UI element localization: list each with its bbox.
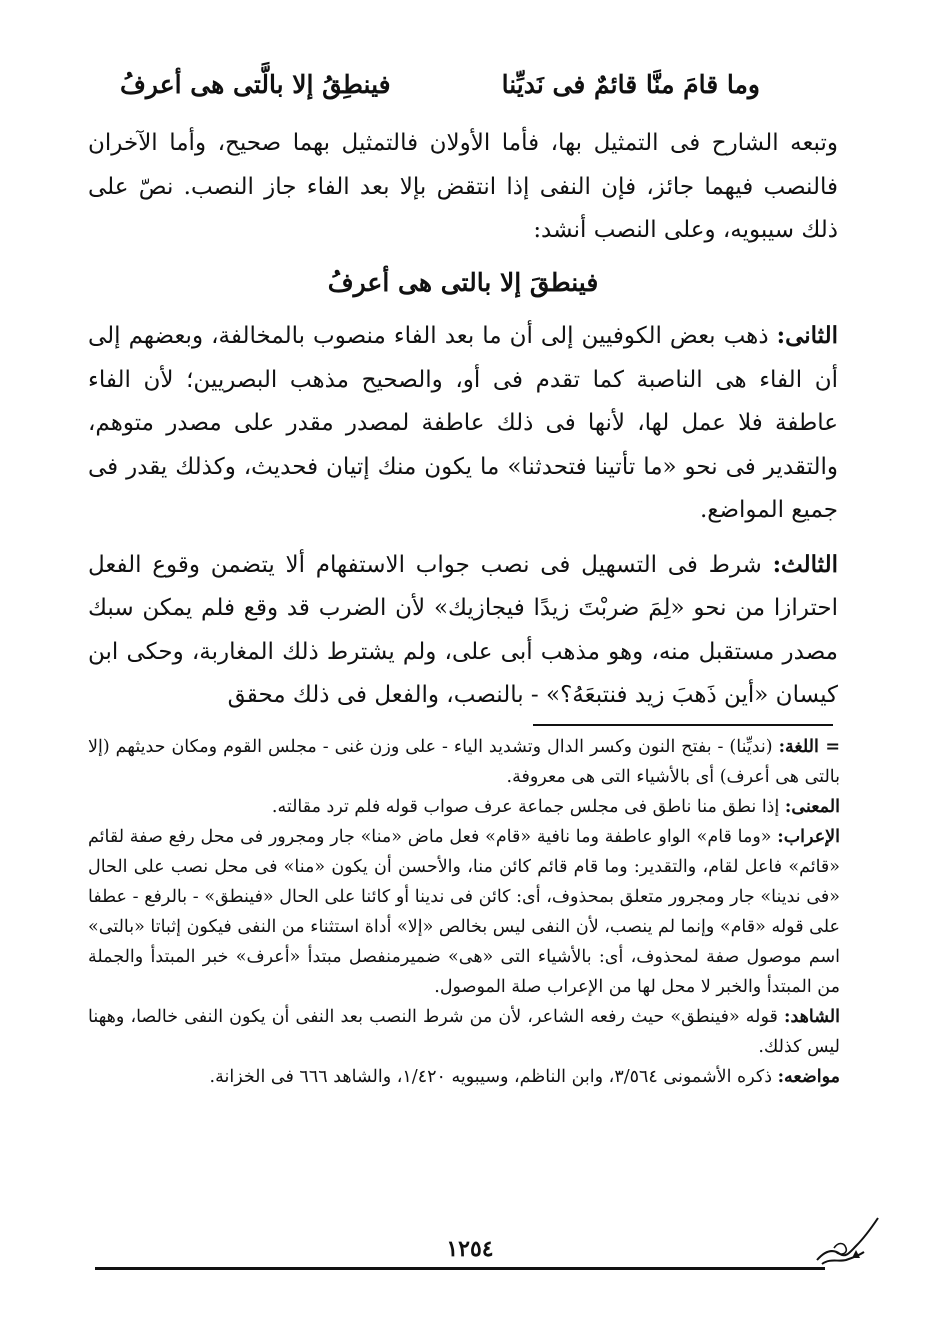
paragraph-2-heading: الثانى: bbox=[776, 322, 838, 349]
note-shahid-text: قوله «فينطق» حيث رفعه الشاعر، لأن من شرط النصب بعد النفى أن يكون النفى خالصا، وههنا ليس كذلك. bbox=[88, 1007, 840, 1057]
paragraph-2 bbox=[88, 314, 838, 533]
note-mana bbox=[88, 792, 840, 822]
note-irab bbox=[88, 822, 840, 1002]
paragraph-3 bbox=[88, 543, 838, 718]
note-mana-label: المعنى: bbox=[784, 797, 840, 817]
paragraph-3-heading: الثالث: bbox=[772, 550, 838, 578]
note-lugha bbox=[88, 732, 840, 792]
note-mawadi bbox=[88, 1062, 840, 1092]
paragraph-1: وتبعه الشارح فى التمثيل بها، فأما الأولان فالتمثيل بهما صحيح، وأما الآخران فالنصب فيهما جائز، فإن النفى إذا انتقض بإلا بعد الفاء جاز النصب. نصّ على ذلك سيبويه، وعلى النصب أنشد: bbox=[88, 130, 838, 243]
verse-quote: فينطقَ إلا بالتى هى أعرفُ bbox=[327, 267, 599, 297]
footnotes bbox=[88, 732, 840, 1092]
main-text bbox=[88, 122, 838, 718]
note-irab-text: «وما قام» الواو عاطفة وما نافية «قام» فعل ماض «منا» جار ومجرور فى محل رفع صفة لقائم «قائم» فاعل لقام، والتقدير: وما قام قائم كائن منا، والأحسن أن يكون «منا» فى محل نصب على الحال «فى ندينا» جار ومجرور متعلق بمحذوف، أى: كائن فى ندينا أو كائنا على الحال «فينطق» - بالرفع - عطفا على قوله «قام» وإنما لم ينصب، لأن النفى ليس بخالص «إلا» أداة استثناء من النفى فيكون إثباتا «بالتى» اسم موصول صفة لمحذوف، أى: بالأشياء التى «هى» ضميرمنفصل مبتدأ «أعرف» خبر المبتدأ والجملة من المبتدأ والخبر لا محل لها من الإعراب صلة الموصول. bbox=[88, 827, 840, 997]
note-mawadi-label: مواضعه: bbox=[777, 1067, 840, 1087]
verse-first-hemistich: وما قامَ منَّا قائمٌ فى نَديِّنا bbox=[501, 70, 760, 99]
bottom-rule bbox=[95, 1267, 825, 1270]
note-mana-text: إذا نطق منا ناطق فى مجلس جماعة عرف صواب قوله فلم ترد مقالته. bbox=[271, 797, 785, 817]
verse-line bbox=[120, 70, 760, 114]
note-lugha-label: = اللغة: bbox=[778, 737, 841, 757]
page-number: ١٢٥٤ bbox=[446, 1236, 494, 1262]
note-lugha-text: (نديِّنا) - بفتح النون وكسر الدال وتشديد الياء - على وزن غنى - مجلس القوم ومكان حديثهم (إلا بالتى هى أعرف) أى بالأشياء التى هى معروفة. bbox=[88, 737, 840, 787]
verse-second-hemistich: فينطِقُ إلا بالَّتى هى أعرفُ bbox=[120, 70, 391, 99]
signature-mark-icon bbox=[812, 1212, 882, 1272]
note-mawadi-text: ذكره الأشمونى ٣/٥٦٤، وابن الناظم، وسيبويه ١/٤٢٠، والشاهد ٦٦٦ فى الخزانة. bbox=[209, 1067, 778, 1087]
note-shahid bbox=[88, 1002, 840, 1062]
note-irab-label: الإعراب: bbox=[777, 827, 840, 847]
paragraph-3-text: شرط فى التسهيل فى نصب جواب الاستفهام ألا يتضمن وقوع الفعل احترازا من نحو «لِمَ ضربْتَ زيدًا فيجازيك» لأن الضرب قد وقع فلم يمكن سبك مصدر مستقبل منه، وهو مذهب أبى على، ولم يشترط ذلك المغاربة، وحكى ابن كيسان «أين ذَهبَ زيد فنتبعَهُ؟» - بالنصب، والفعل فى ذلك محقق bbox=[88, 551, 838, 708]
footnote-divider bbox=[533, 724, 833, 726]
paragraph-2-text: ذهب بعض الكوفيين إلى أن ما بعد الفاء منصوب بالمخالفة، وبعضهم إلى أن الفاء هى الناصبة كما تقدم فى أو، والصحيح مذهب البصريين؛ لأن الفاء عاطفة فلا عمل لها، لأنها فى ذلك عاطفة لمصدر مقدر على مصدر متوهم، والتقدير فى نحو «ما تأتينا فتحدثنا» ما يكون منك إتيان فحديث، وكذلك يقدر فى جميع المواضع. bbox=[88, 323, 838, 523]
note-shahid-label: الشاهد: bbox=[783, 1007, 840, 1027]
